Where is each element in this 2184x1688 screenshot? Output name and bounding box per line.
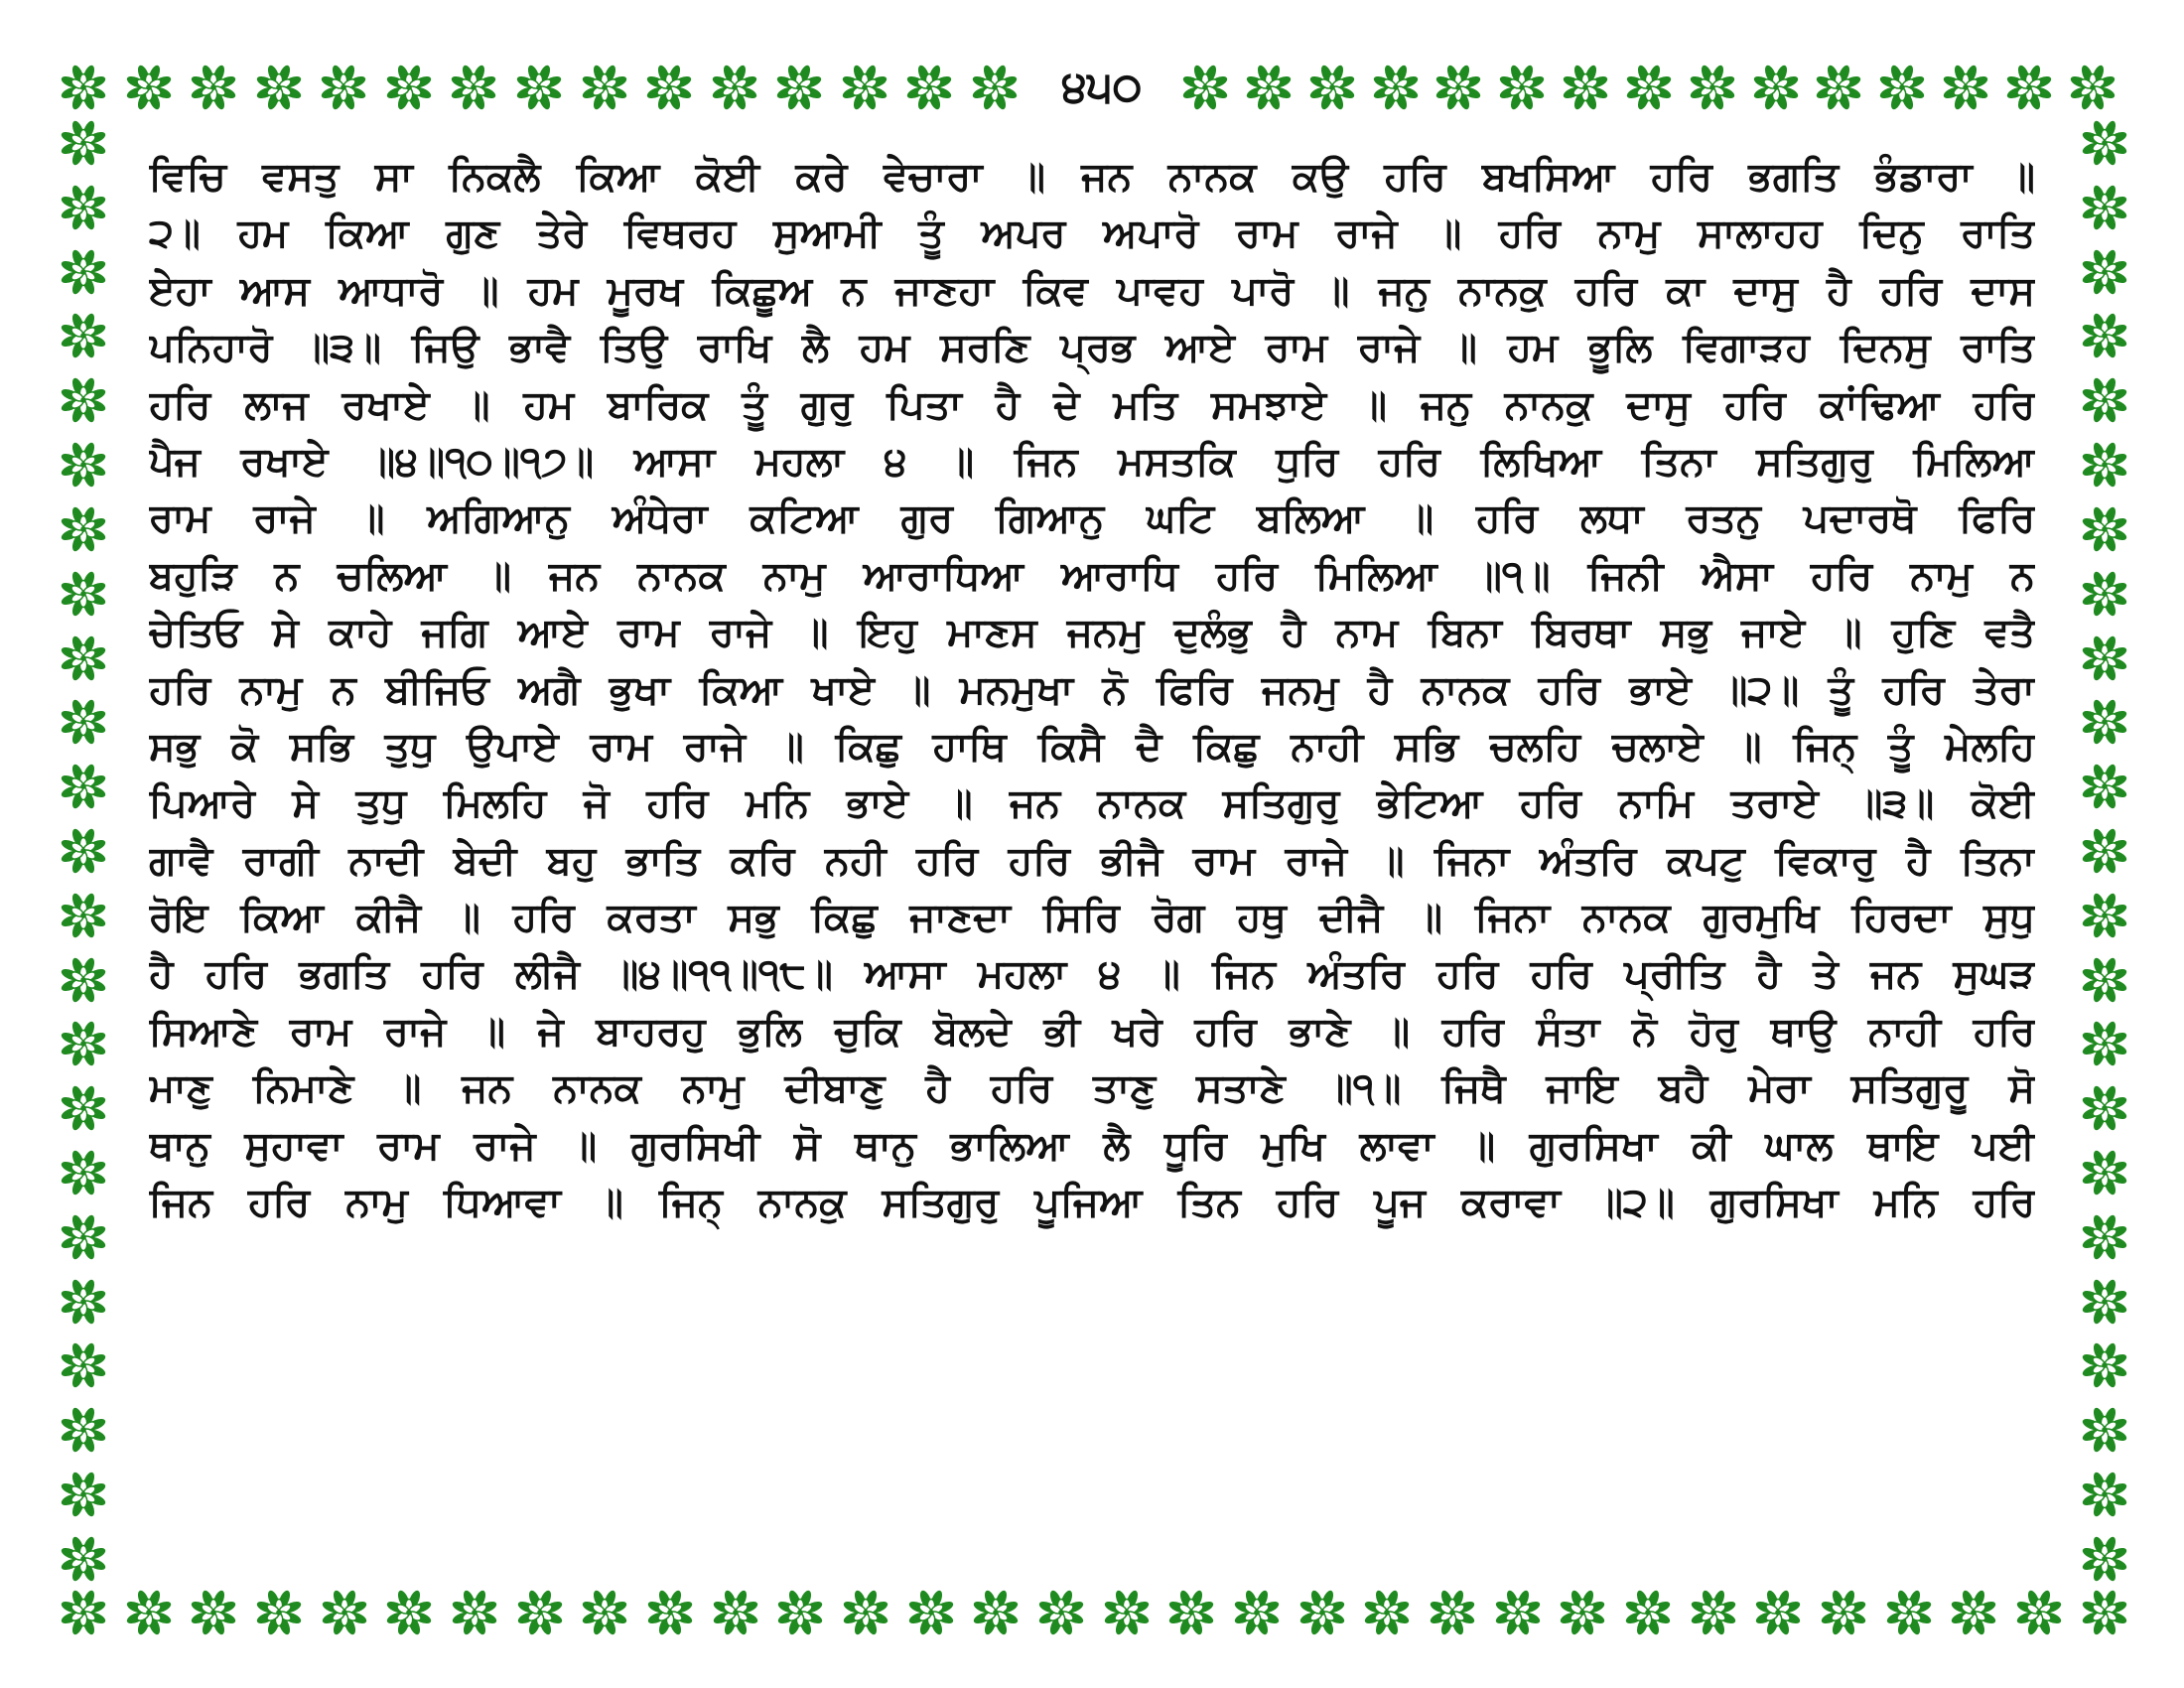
flower-icon [58, 1469, 109, 1520]
flower-icon [58, 439, 109, 491]
border-left [58, 117, 109, 1585]
flower-icon [1560, 62, 1611, 113]
flower-icon [2079, 439, 2130, 491]
flower-icon [2079, 1404, 2130, 1456]
flower-icon [1557, 1587, 1608, 1638]
flower-icon [514, 1587, 566, 1638]
flower-icon [773, 62, 825, 113]
flower-icon [58, 1587, 109, 1638]
border-right [2079, 117, 2130, 1585]
text-line: ਰਾਮ ਰਾਜੇ ॥ ਅਗਿਆਨੁ ਅੰਧੇਰਾ ਕਟਿਆ ਗੁਰ ਗਿਆਨੁ ਘਟਿ ਬਲਿਆ ॥ ਹਰਿ ਲਧਾ ਰਤਨੁ ਪਦਾਰਥੋ ਫਿਰਿ [149, 495, 2035, 542]
border-top-left [58, 62, 1021, 113]
text-line: ਹਰਿ ਨਾਮੁ ਨ ਬੀਜਿਓ ਅਗੈ ਭੁਖਾ ਕਿਆ ਖਾਏ ॥ ਮਨਮੁਖਾ ਨੋ ਫਿਰਿ ਜਨਮੁ ਹੈ ਨਾਨਕ ਹਰਿ ਭਾਏ ॥੨॥ ਤੂੰ ਹਰਿ ਤੇਰਾ [149, 666, 2035, 713]
flower-icon [58, 246, 109, 298]
flower-icon [1940, 62, 1991, 113]
flower-icon [318, 62, 369, 113]
flower-icon [58, 503, 109, 555]
flower-icon [774, 1587, 826, 1638]
flower-icon [2079, 1533, 2130, 1585]
flower-icon [2067, 62, 2118, 113]
flower-icon [58, 1082, 109, 1134]
flower-icon [1370, 62, 1422, 113]
flower-icon [2079, 954, 2130, 1006]
flower-icon [58, 633, 109, 684]
flower-icon [2079, 1587, 2130, 1638]
flower-icon [2079, 761, 2130, 812]
flower-icon [58, 761, 109, 812]
flower-icon [1750, 62, 1802, 113]
flower-icon [58, 1339, 109, 1391]
flower-icon [383, 62, 435, 113]
flower-icon [58, 1147, 109, 1198]
flower-icon [2079, 1469, 2130, 1520]
flower-icon [1883, 1587, 1935, 1638]
text-line: ਸਿਆਣੇ ਰਾਮ ਰਾਜੇ ॥ ਜੇ ਬਾਹਰਹੁ ਭੁਲਿ ਚੁਕਿ ਬੋਲਦੇ ਭੀ ਖਰੇ ਹਰਿ ਭਾਣੇ ॥ ਹਰਿ ਸੰਤਾ ਨੋ ਹੋਰੁ ਥਾਉ ਨਾਹੀ ਹਰਿ [149, 1008, 2035, 1055]
flower-icon [839, 62, 890, 113]
flower-icon [1876, 62, 1928, 113]
text-line: ਹੈ ਹਰਿ ਭਗਤਿ ਹਰਿ ਲੀਜੈ ॥੪॥੧੧॥੧੮॥ ਆਸਾ ਮਹਲਾ ੪ ॥ ਜਿਨ ਅੰਤਰਿ ਹਰਿ ਹਰਿ ਪ੍ਰੀਤਿ ਹੈ ਤੇ ਜਨ ਸੁਘੜ [149, 951, 2035, 998]
flower-icon [58, 890, 109, 941]
flower-icon [2003, 62, 2055, 113]
flower-icon [58, 62, 109, 113]
flower-icon [383, 1587, 435, 1638]
flower-icon [1179, 62, 1231, 113]
flower-icon [2079, 1211, 2130, 1263]
flower-icon [58, 1018, 109, 1069]
flower-icon [123, 1587, 175, 1638]
flower-icon [1622, 1587, 1674, 1638]
flower-icon [1492, 1587, 1544, 1638]
flower-icon [2079, 117, 2130, 169]
flower-icon [58, 310, 109, 361]
flower-icon [1948, 1587, 1999, 1638]
flower-icon [58, 374, 109, 426]
text-line: ਏਹਾ ਆਸ ਆਧਾਰੋ ॥ ਹਮ ਮੂਰਖ ਕਿਛੂਅ ਨ ਜਾਣਹਾ ਕਿਵ ਪਾਵਹ ਪਾਰੋ ॥ ਜਨੁ ਨਾਨਕੁ ਹਰਿ ਕਾ ਦਾਸੁ ਹੈ ਹਰਿ ਦਾਸ [149, 267, 2035, 314]
flower-icon [1752, 1587, 1804, 1638]
text-line: ਮਾਣੁ ਨਿਮਾਣੇ ॥ ਜਨ ਨਾਨਕ ਨਾਮੁ ਦੀਬਾਣੁ ਹੈ ਹਰਿ ਤਾਣੁ ਸਤਾਣੇ ॥੧॥ ਜਿਥੈ ਜਾਇ ਬਹੈ ਮੇਰਾ ਸਤਿਗੁਰੂ ਸੋ [149, 1065, 2035, 1112]
text-line: ਪਿਆਰੇ ਸੇ ਤੁਧੁ ਮਿਲਹਿ ਜੋ ਹਰਿ ਮਨਿ ਭਾਏ ॥ ਜਨ ਨਾਨਕ ਸਤਿਗੁਰੁ ਭੇਟਿਆ ਹਰਿ ਨਾਮਿ ਤਰਾਏ ॥੩॥ ਕੋਈ [149, 780, 2035, 827]
text-line: ਪਨਿਹਾਰੋ ॥੩॥ ਜਿਉ ਭਾਵੈ ਤਿਉ ਰਾਖਿ ਲੈ ਹਮ ਸਰਣਿ ਪ੍ਰਭ ਆਏ ਰਾਮ ਰਾਜੇ ॥ ਹਮ ਭੂਲਿ ਵਿਗਾੜਹ ਦਿਨਸੁ ਰਾਤਿ [149, 325, 2035, 371]
flower-icon [58, 696, 109, 748]
flower-icon [188, 1587, 239, 1638]
flower-icon [903, 62, 955, 113]
text-line: ਥਾਨੁ ਸੁਹਾਵਾ ਰਾਮ ਰਾਜੇ ॥ ਗੁਰਸਿਖੀ ਸੋ ਥਾਨੁ ਭਾਲਿਆ ਲੈ ਧੂਰਿ ਮੁਖਿ ਲਾਵਾ ॥ ਗੁਰਸਿਖਾ ਕੀ ਘਾਲ ਥਾਇ ਪਈ [149, 1122, 2035, 1169]
flower-icon [579, 62, 630, 113]
text-line: ਜਿਨ ਹਰਿ ਨਾਮੁ ਧਿਆਵਾ ॥ ਜਿਨ੍ ਨਾਨਕੁ ਸਤਿਗੁਰੁ ਪੂਜਿਆ ਤਿਨ ਹਰਿ ਪੂਜ ਕਰਾਵਾ ॥੨॥ ਗੁਰਸਿਖਾ ਮਨਿ ਹਰਿ [149, 1180, 2035, 1226]
flower-icon [1433, 62, 1484, 113]
flower-icon [1623, 62, 1675, 113]
flower-icon [1687, 62, 1738, 113]
flower-icon [2079, 696, 2130, 748]
flower-icon [188, 62, 239, 113]
text-line: ਹਰਿ ਲਾਜ ਰਖਾਏ ॥ ਹਮ ਬਾਰਿਕ ਤੂੰ ਗੁਰੁ ਪਿਤਾ ਹੈ ਦੇ ਮਤਿ ਸਮਝਾਏ ॥ ਜਨੁ ਨਾਨਕੁ ਦਾਸੁ ਹਰਿ ਕਾਂਢਿਆ ਹਰਿ [149, 381, 2035, 428]
flower-icon [2079, 825, 2130, 877]
flower-icon [2079, 1147, 2130, 1198]
flower-icon [1035, 1587, 1087, 1638]
flower-icon [579, 1587, 630, 1638]
text-line: ਪੈਜ ਰਖਾਏ ॥੪॥੧੦॥੧੭॥ ਆਸਾ ਮਹਲਾ ੪ ॥ ਜਿਨ ਮਸਤਕਿ ਧੁਰਿ ਹਰਿ ਲਿਖਿਆ ਤਿਨਾ ਸਤਿਗੁਰੁ ਮਿਲਿਆ [149, 438, 2035, 485]
flower-icon [448, 62, 499, 113]
flower-icon [970, 1587, 1022, 1638]
flower-icon [58, 568, 109, 620]
flower-icon [253, 1587, 305, 1638]
flower-icon [644, 1587, 696, 1638]
flower-icon [58, 1211, 109, 1263]
flower-icon [2079, 182, 2130, 233]
text-line: ਬਹੁੜਿ ਨ ਚਲਿਆ ॥ ਜਨ ਨਾਨਕ ਨਾਮੁ ਆਰਾਧਿਆ ਆਰਾਧਿ ਹਰਿ ਮਿਲਿਆ ॥੧॥ ਜਿਨੀ ਐਸਾ ਹਰਿ ਨਾਮੁ ਨ [149, 552, 2035, 599]
flower-icon [1306, 62, 1358, 113]
text-line: ਚੇਤਿਓ ਸੇ ਕਾਹੇ ਜਗਿ ਆਏ ਰਾਮ ਰਾਜੇ ॥ ਇਹੁ ਮਾਣਸ ਜਨਮੁ ਦੁਲੰਭੁ ਹੈ ਨਾਮ ਬਿਨਾ ਬਿਰਥਾ ਸਭੁ ਜਾਏ ॥ ਹੁਣਿ ਵਤੈ [149, 610, 2035, 656]
scripture-text [149, 149, 2035, 1231]
page-number: ੪੫੦ [1061, 62, 1143, 112]
flower-icon [1231, 1587, 1283, 1638]
border-bottom [58, 1587, 2130, 1638]
flower-icon [1813, 62, 1864, 113]
flower-icon [969, 62, 1021, 113]
flower-icon [1688, 1587, 1739, 1638]
text-line: ਵਿਚਿ ਵਸਤੁ ਸਾ ਨਿਕਲੈ ਕਿਆ ਕੋਈ ਕਰੇ ਵੇਚਾਰਾ ॥ ਜਨ ਨਾਨਕ ਕਉ ਹਰਿ ਬਖਸਿਆ ਹਰਿ ਭਗਤਿ ਭੰਡਾਰਾ ॥ [149, 154, 2035, 200]
flower-icon [643, 62, 695, 113]
flower-icon [2079, 1018, 2130, 1069]
border-top-right [1179, 62, 2118, 113]
flower-icon [2079, 1339, 2130, 1391]
text-line: ਗਾਵੈ ਰਾਗੀ ਨਾਦੀ ਬੇਦੀ ਬਹੁ ਭਾਤਿ ਕਰਿ ਨਹੀ ਹਰਿ ਹਰਿ ਭੀਜੈ ਰਾਮ ਰਾਜੇ ॥ ਜਿਨਾ ਅੰਤਰਿ ਕਪਟੁ ਵਿਕਾਰੁ ਹੈ ਤਿਨਾ [149, 837, 2035, 884]
text-line: ੨॥ ਹਮ ਕਿਆ ਗੁਣ ਤੇਰੇ ਵਿਥਰਹ ਸੁਆਮੀ ਤੂੰ ਅਪਰ ਅਪਾਰੋ ਰਾਮ ਰਾਜੇ ॥ ਹਰਿ ਨਾਮੁ ਸਾਲਾਹਹ ਦਿਨੁ ਰਾਤਿ [149, 211, 2035, 257]
flower-icon [2079, 246, 2130, 298]
flower-icon [1297, 1587, 1348, 1638]
flower-icon [2079, 1082, 2130, 1134]
flower-icon [1165, 1587, 1217, 1638]
flower-icon [840, 1587, 891, 1638]
flower-icon [58, 1533, 109, 1585]
flower-icon [709, 62, 760, 113]
flower-icon [449, 1587, 500, 1638]
flower-icon [58, 117, 109, 169]
flower-icon [2079, 310, 2130, 361]
flower-icon [1101, 1587, 1153, 1638]
flower-icon [58, 825, 109, 877]
flower-icon [1243, 62, 1295, 113]
flower-icon [319, 1587, 370, 1638]
text-line: ਰੋਇ ਕਿਆ ਕੀਜੈ ॥ ਹਰਿ ਕਰਤਾ ਸਭੁ ਕਿਛੁ ਜਾਣਦਾ ਸਿਰਿ ਰੋਗ ਹਥੁ ਦੀਜੈ ॥ ਜਿਨਾ ਨਾਨਕ ਗੁਰਮੁਖਿ ਹਿਰਦਾ ਸੁਧੁ [149, 895, 2035, 941]
flower-icon [2079, 503, 2130, 555]
flower-icon [905, 1587, 957, 1638]
flower-icon [1427, 1587, 1478, 1638]
flower-icon [58, 1404, 109, 1456]
flower-icon [2079, 374, 2130, 426]
flower-icon [1361, 1587, 1413, 1638]
flower-icon [58, 1276, 109, 1328]
flower-icon [1818, 1587, 1869, 1638]
flower-icon [2013, 1587, 2065, 1638]
flower-icon [123, 62, 175, 113]
flower-icon [58, 954, 109, 1006]
flower-icon [2079, 568, 2130, 620]
flower-icon [2079, 890, 2130, 941]
flower-icon [58, 182, 109, 233]
flower-icon [2079, 1276, 2130, 1328]
flower-icon [710, 1587, 761, 1638]
flower-icon [513, 62, 565, 113]
flower-icon [2079, 633, 2130, 684]
text-line: ਸਭੁ ਕੋ ਸਭਿ ਤੁਧੁ ਉਪਾਏ ਰਾਮ ਰਾਜੇ ॥ ਕਿਛੁ ਹਾਥਿ ਕਿਸੈ ਦੈ ਕਿਛੁ ਨਾਹੀ ਸਭਿ ਚਲਹਿ ਚਲਾਏ ॥ ਜਿਨ੍ ਤੂੰ ਮੇਲਹਿ [149, 723, 2035, 770]
flower-icon [253, 62, 305, 113]
flower-icon [1496, 62, 1548, 113]
